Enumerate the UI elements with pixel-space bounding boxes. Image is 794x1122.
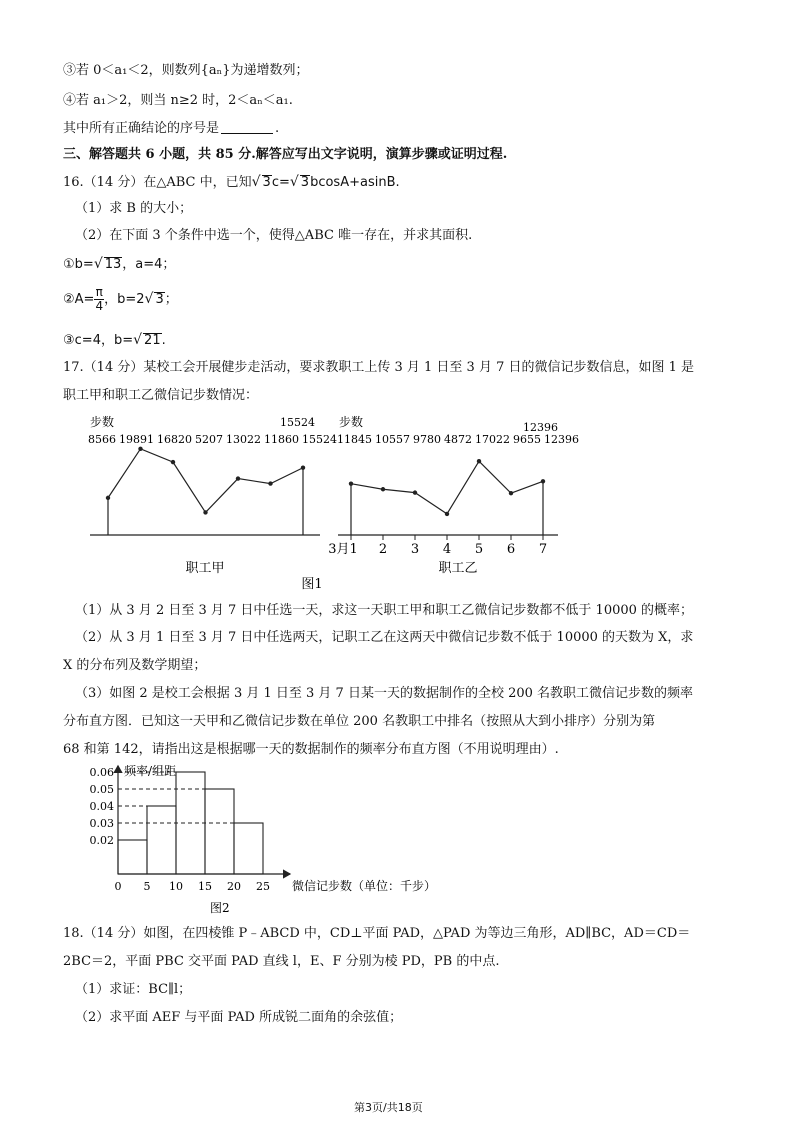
chart-b-value-label-3: 9780 (413, 433, 441, 446)
c2-prefix: ②A= (63, 292, 95, 307)
chart-b-series-line (351, 461, 543, 514)
chart-a-value-label-4: 5207 (195, 433, 223, 446)
chart-a-value-label-1: 8566 (88, 433, 116, 446)
figure-1-caption: 图1 (301, 577, 323, 592)
q17-part3-line1: （3）如图 2 是校工会根据 3 月 1 日至 3 月 7 日某一天的数据制作的全校 200 名教职工微信记步数的频率 (75, 686, 694, 701)
q16-stem-rad2: 3 (300, 175, 310, 190)
chart-b-value-label-1: 11845 (337, 433, 372, 446)
q16-stem-prefix: 16.（14 分）在△ABC 中，已知 (63, 175, 252, 190)
chart-a-series-line (108, 449, 303, 513)
histogram-xtick-label-4: 15 (198, 880, 212, 893)
sqrt-icon: √ (144, 291, 154, 307)
chart-a-point-5 (236, 476, 240, 480)
c1-prefix: ①b= (63, 257, 94, 272)
q16-stem-suffix: bcosA+asinB. (310, 175, 400, 190)
figure-1 (80, 408, 579, 594)
chart-a-value-label-6: 11860 (264, 433, 299, 446)
c1-suffix: ，a=4； (122, 257, 176, 272)
c1-rad: 13 (104, 257, 122, 272)
conclusion-end: . (275, 121, 280, 136)
q17-stem-line2: 职工甲和职工乙微信记步数情况： (63, 388, 259, 403)
chart-b-point-1 (349, 481, 353, 485)
histogram-bar-2 (147, 806, 176, 874)
q17-part3-line3: 68 和第 142，请指出这是根据哪一天的数据制作的频率分布直方图（不用说明理由）. (63, 742, 559, 757)
chart-a-plot (106, 447, 305, 535)
chart-b-value-label-4: 4872 (444, 433, 472, 446)
q17-part1: （1）从 3 月 2 日至 3 月 7 日中任选一天，求这一天职工甲和职工乙微信记步数都不低于 10000 的概率； (75, 603, 694, 618)
chart-b-xtick-label-2: 2 (378, 542, 388, 557)
chart-b-point-7 (541, 479, 545, 483)
c2-rad: 3 (155, 292, 164, 307)
chart-a-point-3 (171, 460, 175, 464)
chart-b-value-label-7: 12396 (544, 433, 579, 446)
frac-num: π (95, 285, 103, 299)
sqrt-icon: √ (251, 174, 261, 190)
c2-suffix: ； (164, 292, 178, 307)
chart-b-xtick-label-4: 4 (442, 542, 452, 557)
chart-b-point-4 (445, 512, 449, 516)
q18-part1: （1）求证：BC∥l； (75, 982, 192, 997)
chart-b-value-label-5: 17022 (475, 433, 510, 446)
q16-condition-2 (63, 284, 178, 315)
sqrt-icon: √ (133, 332, 143, 348)
q16-stem-rad1: 3 (262, 175, 271, 190)
chart-a-point-7 (301, 466, 305, 470)
chart-b-values-row (337, 433, 579, 446)
histogram-xtick-label-5: 20 (227, 880, 241, 893)
conclusion-text: 其中所有正确结论的序号是 (63, 121, 220, 136)
chart-a-value-label-5: 13022 (226, 433, 261, 446)
chart-b-plot (349, 459, 545, 535)
q16-condition-1 (63, 256, 175, 273)
c3-suffix: . (161, 333, 166, 348)
histogram-xtick-label-1: 0 (114, 880, 122, 893)
chart-b-point-3 (413, 490, 417, 494)
chart-b-ylabel: 步数 (339, 415, 364, 429)
histogram-bar-4 (205, 789, 234, 874)
chart-b-xtick-label-5: 5 (474, 542, 484, 557)
chart-a-point-1 (106, 496, 110, 500)
q16-condition-3 (63, 332, 166, 349)
conclusion-line (63, 121, 279, 137)
figure-2-caption: 图2 (210, 901, 230, 915)
chart-b-value-label-6: 9655 (513, 433, 541, 446)
chart-b-top-label: 12396 (523, 421, 558, 434)
q16-part2: （2）在下面 3 个条件中选一个，使得△ABC 唯一存在，并求其面积. (75, 228, 473, 243)
frac-den: 4 (95, 299, 104, 313)
chart-b-point-5 (477, 459, 481, 463)
q18-stem-line1: 18.（14 分）如图，在四棱锥 P﹣ABCD 中，CD⊥平面 PAD，△PAD 为等边三角形，AD∥BC，AD＝CD＝ (63, 926, 691, 941)
q17-stem-line1: 17.（14 分）某校工会开展健步走活动，要求教职工上传 3 月 1 日至 3 月 7 日的微信记步数信息，如图 1 是 (63, 360, 695, 375)
chart-b-xtick-label-7: 7 (538, 542, 548, 557)
c3-prefix: ③c=4，b= (63, 333, 134, 348)
histogram-ytick-label-3: 0.04 (89, 800, 114, 813)
page-footer: 第3页/共18页 (354, 1101, 423, 1114)
q16-stem-mid: c= (271, 175, 290, 190)
histogram-bars (118, 772, 263, 874)
sqrt-icon: √ (93, 256, 103, 272)
pi-over-4 (94, 286, 104, 313)
chart-b-xtick-label-6: 6 (506, 542, 516, 557)
histogram-xtick-label-6: 25 (256, 880, 270, 893)
histogram-xlabel: 微信记步数（单位：千步） (292, 879, 437, 893)
q16-part1: （1）求 B 的大小； (75, 201, 193, 216)
q17-part3-line2: 分布直方图．已知这一天甲和乙微信记步数在单位 200 名教职工中排名（按照从大到小排序）分别为第 (63, 714, 656, 729)
histogram-ylabel: 频率/组距 (124, 764, 177, 778)
histogram-xtick-label-3: 10 (169, 880, 183, 893)
item-3: ③若 0＜a₁＜2，则数列{aₙ}为递增数列； (63, 63, 309, 78)
chart-b-xticks (328, 535, 547, 557)
answer-blank (221, 121, 273, 134)
histogram-bar-5 (234, 823, 263, 874)
chart-a-title: 职工甲 (185, 561, 225, 576)
chart-a-point-2 (138, 447, 142, 451)
chart-b-title: 职工乙 (438, 561, 478, 576)
chart-a-point-6 (268, 481, 272, 485)
c3-rad: 21 (144, 333, 161, 348)
chart-b-xtick-label-3: 3 (410, 542, 420, 557)
histogram-xtick-label-2: 5 (143, 880, 151, 893)
q16-stem (63, 174, 400, 191)
histogram-ytick-label-1: 0.06 (89, 766, 114, 779)
item-4: ④若 a₁＞2，则当 n≥2 时，2＜aₙ＜a₁. (63, 93, 293, 108)
chart-b-xtick-label-1: 3月1 (328, 542, 358, 557)
q17-part2-line1: （2）从 3 月 1 日至 3 月 7 日中任选两天，记职工乙在这两天中微信记步数不低于 10000 的天数为 X，求 (75, 630, 694, 645)
chart-a-values-row (88, 433, 337, 446)
section-3-heading: 三、解答题共 6 小题，共 85 分.解答应写出文字说明，演算步骤或证明过程. (63, 147, 508, 162)
sqrt-icon: √ (289, 174, 299, 190)
chart-b-point-6 (509, 491, 513, 495)
chart-a-ylabel: 步数 (90, 415, 115, 429)
q17-part2-line2: X 的分布列及数学期望； (63, 658, 207, 673)
histogram-xticks (115, 880, 271, 893)
figure-2 (80, 762, 460, 918)
chart-a-top-label: 15524 (280, 416, 315, 429)
chart-a-value-label-2: 19891 (119, 433, 154, 446)
chart-a-value-label-7: 15524 (302, 433, 337, 446)
histogram-ytick-label-4: 0.03 (89, 817, 114, 830)
c2-mid: ，b=2 (104, 292, 145, 307)
q18-stem-line2: 2BC＝2，平面 PBC 交平面 PAD 直线 l，E、F 分别为棱 PD，PB 的中点. (63, 954, 500, 969)
histogram-ytick-label-2: 0.05 (89, 783, 114, 796)
q18-part2: （2）求平面 AEF 与平面 PAD 所成锐二面角的余弦值； (75, 1010, 403, 1025)
histogram-ytick-label-5: 0.02 (89, 834, 114, 847)
chart-b-point-2 (381, 487, 385, 491)
chart-b-value-label-2: 10557 (375, 433, 410, 446)
histogram-bar-1 (118, 840, 147, 874)
histogram-yticks (90, 766, 115, 847)
chart-a-value-label-3: 16820 (157, 433, 192, 446)
chart-a-point-4 (203, 510, 207, 514)
